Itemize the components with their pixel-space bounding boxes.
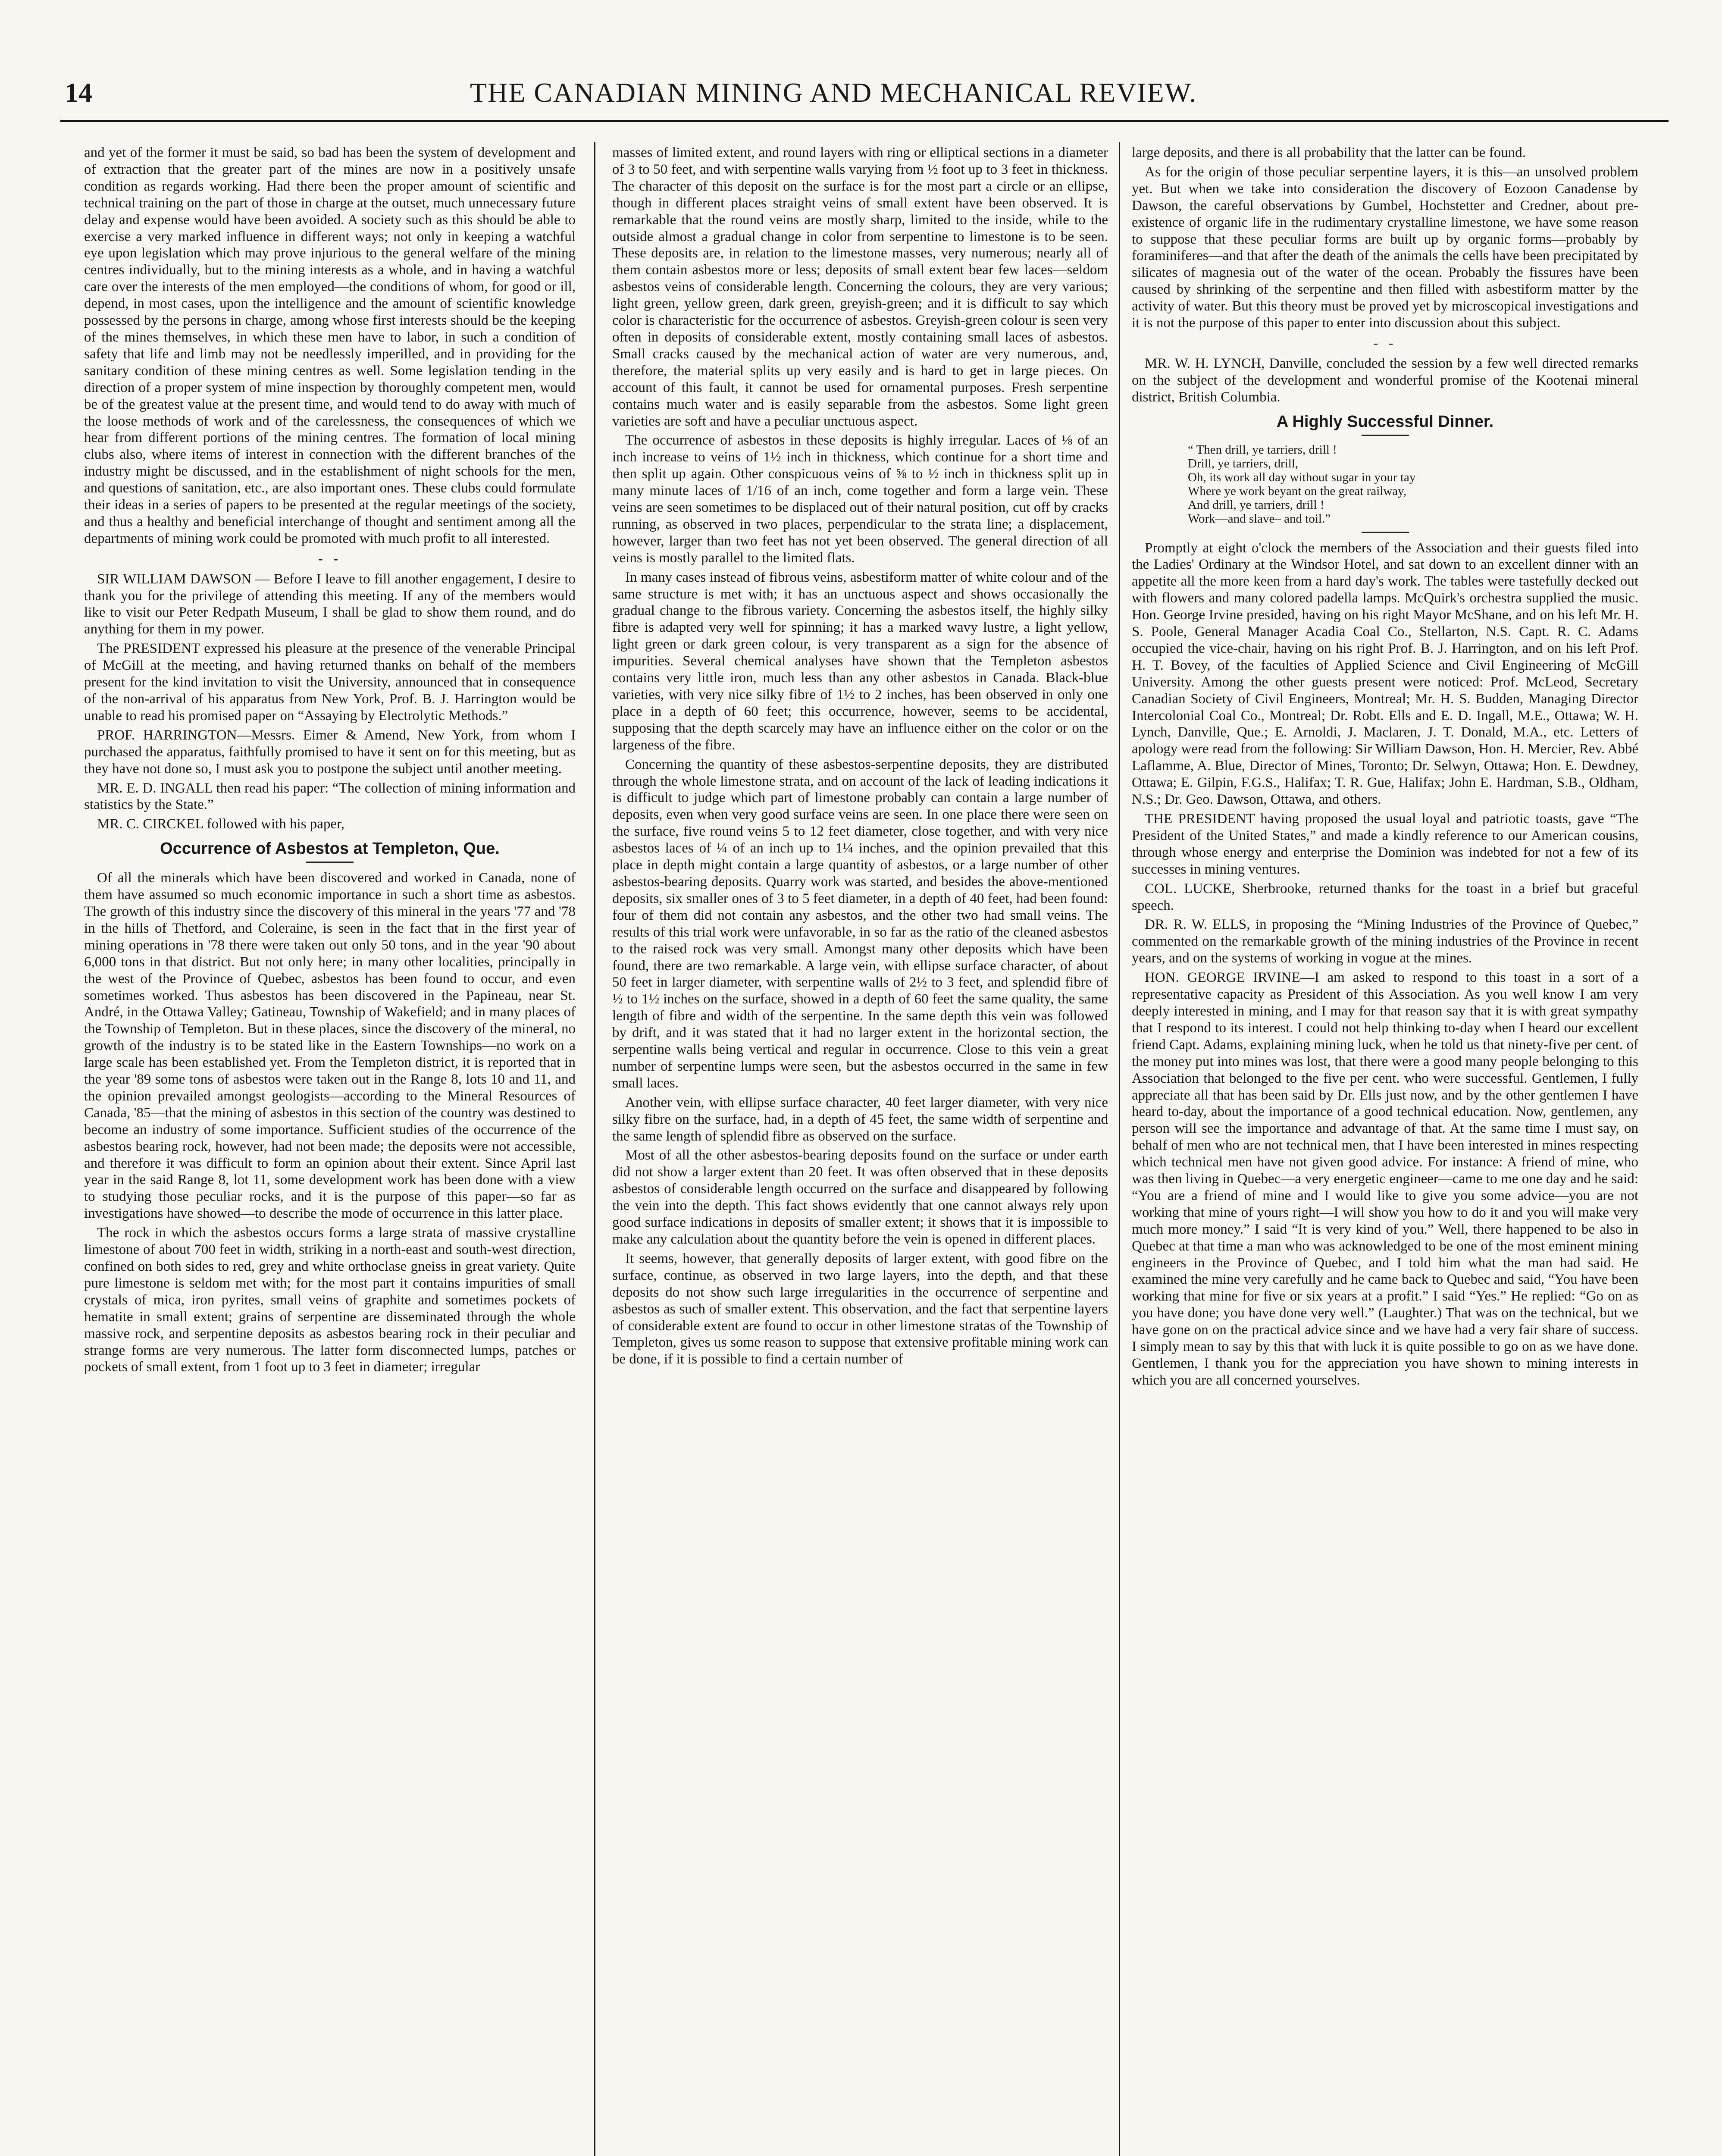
verse-line: And drill, ye tarriers, drill ! [1188,498,1324,512]
epigraph-verse [1188,443,1638,526]
paragraph: HON. GEORGE IRVINE—I am asked to respond to this toast in a sort of a representative capacity as President of this Association. As you well know I am very deeply interested in mining, and I may for that reason say that it is with great sympathy that I respond to its interest. I could not help thinking to-day when I heard our excellent friend Capt. Adams, explaining mining luck, when he told us that ninety-five per cent. of the money put into mines was lost, that there were a good many people belonging to this Association that belonged to the five per cent. who were successful. Gentlemen, I fully appreciate all that has been said by Dr. Ells just now, and by the other gentlemen I have heard to-day, about the importance of a good technical education. Now, gentlemen, any person will see the importance and advantage of that. At the same time I must say, on behalf of men who are not technical men, that I have been interested in mines respecting which technical men have not given good advice. For instance: A friend of mine, who was then living in Quebec—a very energetic engineer—came to me one day and he said: “You are a friend of mine and I would like to give you some advice—you are not working that mine of yours right—I will show you how to do it and you will make very much more money.” I said “It is very kind of you.” Well, there happened to be also in Quebec at that time a man who was acknowledged to be one of the most eminent mining engineers in the Province of Quebec, and I told him what the man had said. He examined the mine very carefully and he came back to Quebec and said, “You have been working that mine for five or six years at a profit.” I said “Yes.” He replied: “Go on as you have done; you have done very well.” (Laughter.) That was on the technical, but we have gone on on the practical advice since and we have had a very fair share of success. I simply mean to say by this that with luck it is quite possible to go on as we have done. Gentlemen, I thank you for the appreciation you have shown to mining interests in which you are all concerned yourselves. [1132,970,1638,1388]
paragraph: COL. LUCKE, Sherbrooke, returned thanks for the toast in a brief but graceful speech. [1132,881,1638,913]
heading-rule [1362,435,1409,436]
section-separator: - - [1373,335,1397,351]
verse-line: Work—and slave– and toil.” [1188,511,1331,526]
header-rule [60,120,1669,122]
paragraph: The occurrence of asbestos in these deposits is highly irregular. Laces of ⅛ of an inch increase to veins of 1½ inch in thickness, which continue for a short time and then split up again. Other conspicuous veins of ⅝ to ½ inch in thickness split up in many minute laces of 1/16 of an inch, come together and form a large vein. These veins are seen sometimes to be displaced out of their natural position, cut off by cracks running, as observed in two places, perpendicular to the strata line; a displacement, however, larger than two feet has not yet been observed. The general direction of all veins is mostly parallel to the limited flats. [612,432,1108,566]
paragraph: Promptly at eight o'clock the members of the Association and their guests filed into the Ladies' Ordinary at the Windsor Hotel, and sat down to an excellent dinner with an appetite all the more keen from a hard day's work. The tables were tastefully decked out with flowers and many colored padella lamps. McQuirk's orchestra supplied the music. Hon. George Irvine presided, having on his right Mayor McShane, and on his left Mr. H. S. Poole, General Manager Acadia Coal Co., Stellarton, N.S. Capt. R. C. Adams occupied the vice-chair, having on his right Prof. B. J. Harrington, and on his left Prof. H. T. Bovey, of the faculties of Applied Science and Civil Engineering of McGill University. Among the other guests present were noticed: Prof. McLeod, Secretary Canadian Society of Civil Engineers, Montreal; Mr. H. S. Budden, Managing Director Intercolonial Coal Co., Montreal; Dr. Robt. Ells and E. D. Ingall, M.E., Ottawa; W. H. Lynch, Danville, Que.; E. Arnoldi, J. Maclaren, J. T. Donald, M.A., etc. Letters of apology were read from the following: Sir William Dawson, Hon. H. Mercier, Rev. Abbé Laflamme, A. Blue, Director of Mines, Toronto; Dr. Selwyn, Ottawa; Hon. E. Dewdney, Ottawa; E. Gilpin, F.G.S., Halifax; T. R. Gue, Halifax; John E. Hardman, S.B., Oldham, N.S.; Dr. Geo. Dawson, Ottawa, and others. [1132,540,1638,808]
paragraph: THE PRESIDENT having proposed the usual loyal and patriotic toasts, gave “The President of the United States,” and made a kindly reference to our American cousins, through whose energy and enterprise the Dominion was indebted for not a few of its successes in mining ventures. [1132,811,1638,877]
verse-line: Oh, its work all day without sugar in your tay [1188,470,1416,484]
column-3 [1132,144,1638,2156]
article-heading: A Highly Successful Dinner. [1276,412,1494,431]
publication-title: THE CANADIAN MINING AND MECHANICAL REVIEW. [470,77,1197,108]
paragraph: and yet of the former it must be said, so bad has been the system of development and of extraction that the greater part of the mines are now in a positively unsafe condition as regards working. Had there been the proper amount of scientific and technical training on the part of those in charge at the outset, much unnecessary future delay and expense would have been avoided. A society such as this should be able to exercise a very marked influence in different ways; not only in keeping a watchful eye upon legislation which may prove injurious to the general welfare of the mining centres individually, but to the mining interests as a whole, and in having a watchful care over the interests of the men employed—the conditions of whom, for good or ill, depend, in most cases, upon the intelligence and the amount of scientific knowledge possessed by the persons in charge, among whose first interests should be the keeping of the mines themselves, in which these men have to labor, in such a condition of safety that life and limb may not be needlessly imperilled, and in providing for the sanitary condition of these mining centres as well. Some legislation tending in the direction of a proper system of mine inspection by thoroughly competent men, would be of the greatest value at the present time, and would tend to do away with much of the loose methods of work and of the carelessness, the consequences of which we hear from different portions of the mining centres. The formation of local mining clubs also, where items of interest in connection with the different branches of the industry might be discussed, and in the establishment of night schools for the men, and questions of sanitation, etc., are also important ones. These clubs could formulate their ideas in a series of papers to be presented at the regular meetings of the society, and thus a healthy and beneficial interchange of thought and sentiment among all the departments of mining work could be promoted with much profit to all interested. [84,145,576,546]
paragraph: Of all the minerals which have been discovered and worked in Canada, none of them have assumed so much economic importance in such a short time as asbestos. The growth of this industry since the discovery of this mineral in the years '77 and '78 in the hills of Thetford, and Coleraine, is seen in the fact that in the first year of mining operations in '78 there were taken out only 50 tons, and in the year '90 about 6,000 tons in that district. But not only here; in many other localities, principally in the west of the Province of Quebec, asbestos has been found to occur, and even sometimes worked. Thus asbestos has been discovered in the Papineau, near St. André, in the Ottawa Valley; Gatineau, Township of Wakefield; and in many places of the Township of Templeton. But in these places, since the discovery of the mineral, no growth of the industry is to be stated like in the Eastern Townships—no work on a large scale has been established yet. From the Templeton district, it is reported that in the year '89 some tons of asbestos were taken out in the Range 8, lots 10 and 11, and the opinion prevailed amongst geologists—according to the Mineral Resources of Canada, '85—that the mining of asbestos in this section of the country was destined to become an industry of some importance. Sufficient studies of the occurrence of the asbestos bearing rock, however, had not been made; the deposits were not accessible, and therefore it was difficult to form an opinion about their extent. Since April last year in the said Range 8, lot 11, some development work has been done with a view to studying those peculiar rocks, and it is the purpose of this paper—so far as investigations have showed—to describe the mode of occurrence in this latter place. [84,870,576,1222]
paragraph: SIR WILLIAM DAWSON — Before I leave to fill another engagement, I desire to thank you for the privilege of attending this meeting. If any of the members would like to visit our Peter Redpath Museum, I shall be glad to show them round, and do anything for them in my power. [84,571,576,637]
paragraph: The rock in which the asbestos occurs forms a large strata of massive crystalline limestone of about 700 feet in width, striking in a north-east and south-west direction, confined on both sides to red, grey and white orthoclase gneiss in great variety. Quite pure limestone is seldom met with; for the most part it contains impurities of small crystals of mica, iron pyrites, small veins of graphite and sometimes pockets of hematite in small extent; grains of serpentine are disseminated through the whole massive rock, and serpentine deposits as asbestos bearing rock in their peculiar and strange forms are very numerous. The latter form disconnected lumps, patches or pockets of small extent, from 1 foot up to 3 feet in diameter; irregular [84,1225,576,1375]
paragraph: masses of limited extent, and round layers with ring or elliptical sections in a diameter of 3 to 50 feet, and with serpentine walls varying from ½ foot up to 3 feet in thickness. The character of this deposit on the surface is for the most part a circle or an ellipse, though in different places straight veins of small extent have been observed. It is remarkable that the round veins are mostly sharp, limited to the inside, while to the outside almost a gradual change in color from serpentine to limestone is to be seen. These deposits are, in relation to the limestone masses, very numerous; nearly all of them contain asbestos more or less; deposits of small extent bear few laces—seldom asbestos veins of considerable length. Concerning the colours, they are very various; light green, yellow green, dark green, greyish-green; and it is difficult to say which color is characteristic for the occurrence of asbestos. Greyish-green colour is seen very often in deposits of considerable extent, mostly containing small laces of asbestos. Small cracks caused by the mechanical action of water are very numerous, and, therefore, the material splits up very easily and is hard to get in large pieces. On account of this fault, it cannot be used for ornamental purposes. Fresh serpentine contains much water and is easily separable from the asbestos. Some light green varieties are soft and have a peculiar unctuous aspect. [612,145,1108,429]
verse-line: “ Then drill, ye tarriers, drill ! [1188,442,1337,457]
article-heading: Occurrence of Asbestos at Templeton, Que. [160,840,500,858]
paragraph: Another vein, with ellipse surface character, 40 feet larger diameter, with very nice silky fibre on the surface, had, in a depth of 45 feet, the same width of serpentine and the same length of splendid fibre as observed on the surface. [612,1094,1108,1144]
heading-rule [306,862,354,863]
page-header [65,77,1669,124]
paragraph: Concerning the quantity of these asbestos-serpentine deposits, they are distributed through the whole limestone strata, and on account of the lack of leading indications it is difficult to judge which part of limestone probably can contain a large number of deposits, even when very good surface veins are seen. In one place there were seen on the surface, five round veins 5 to 12 feet diameter, close together, and with very nice asbestos laces of ¼ of an inch up to 1¼ inches, and the opinion prevailed that this place in depth might contain a large quantity of asbestos, or a large number of other asbestos-bearing deposits. Quarry work was started, and besides the above-mentioned deposits, six smaller ones of 3 to 5 feet diameter, in a depth of 40 feet, had been found: four of them did not contain any asbestos, and the other two had small veins. The results of this trial work were unfavorable, in so far as the ratio of the cleaned asbestos to the raised rock was very small. Amongst many other deposits which have been found, there are two remarkable. A large vein, with ellipse surface character, of about 50 feet in larger diameter, with serpentine walls of 2½ to 3 feet, and splendid fibre of ½ to 1½ inches on the surface, showed in a depth of 60 feet the same quality, the same length of fibre and width of the serpentine. In the same depth this vein was followed by drift, and it was stated that it had no larger extent in the horizontal section, the serpentine walls being vertical and regular in occurrence. Close to this vein a great number of serpentine lumps were seen, but the asbestos occurred in the same in few small laces. [612,756,1108,1091]
column-1 [84,144,576,2156]
paragraph: DR. R. W. ELLS, in proposing the “Mining Industries of the Province of Quebec,” commented on the remarkable growth of the mining industries of the Province in recent years, and on the systems of working in vogue at the mines. [1132,917,1638,966]
paragraph: The PRESIDENT expressed his pleasure at the presence of the venerable Principal of McGill at the meeting, and having returned thanks on behalf of the members present for the kind invitation to visit the University, announced that in consequence of the non-arrival of his apparatus from New York, Prof. B. J. Harrington would be unable to read his promised paper on “Assaying by Electrolytic Methods.” [84,641,576,724]
paragraph: large deposits, and there is all probability that the latter can be found. [1132,145,1526,160]
paragraph: In many cases instead of fibrous veins, asbestiform matter of white colour and of the same structure is met with; it has an unctuous aspect and shows occasionally the gradual change to the fibrous variety. Concerning the asbestos itself, the highly silky fibre is adapted very well for spinning; it has a marked wavy lustre, a light yellow, light green or dark green colour, is very transparent as a sign for the absence of impurities. Several chemical analyses have shown that the Templeton asbestos contains very little iron, much less than any other asbestos in Canada. Black-blue varieties, with very nice silky fibre of 1½ to 2 inches, has been observed in only one place in a depth of 60 feet; this occurrence, however, seems to be accidental, supposing that the depth scarcely may have an influence either on the color or on the largeness of the fibre. [612,569,1108,753]
section-separator: - - [318,551,342,567]
paragraph: MR. C. CIRCKEL followed with his paper, [97,816,345,832]
paragraph: It seems, however, that generally deposits of larger extent, with good fibre on the surface, continue, as observed in two large layers, into the depth, and that these deposits do not show such large irregularities in the occurrence of serpentine and asbestos as such of smaller extent. This observation, and the fact that serpentine layers of considerable extent are found to occur in other limestone stratas of the Township of Templeton, gives us some reason to suppose that extensive profitable mining work can be done, if it is possible to find a certain number of [612,1250,1108,1367]
verse-rule [1362,532,1409,533]
column-divider [594,142,595,2156]
verse-line: Drill, ye tarriers, drill, [1188,456,1299,470]
paragraph: MR. W. H. LYNCH, Danville, concluded the session by a few well directed remarks on the subject of the development and wonderful promise of the Kootenai mineral district, British Columbia. [1132,355,1638,405]
column-2 [612,144,1108,2156]
paragraph: MR. E. D. INGALL then read his paper: “The collection of mining information and statistics by the State.” [84,780,576,813]
column-divider [1119,142,1120,2156]
page-number: 14 [65,77,92,108]
paragraph: As for the origin of those peculiar serpentine layers, it is this—an unsolved problem yet. But when we take into consideration the discovery of Eozoon Canadense by Dawson, the careful observations by Gumbel, Hochstetter and Credner, about pre-existence of organic life in the rudimentary crystalline limestone, we have some reason to suppose that these peculiar forms are built up by organic forms—probably by foraminiferes—and that after the death of the animals the cells have been precipitated by silicates of magnesia out of the water of the ocean. Probably the fissures have been caused by shrinking of the serpentine and then filled with asbestiform matter by the activity of water. But this theory must be proved yet by microscopical investigations and it is not the purpose of this paper to enter into discussion about this subject. [1132,164,1638,331]
paragraph: PROF. HARRINGTON—Messrs. Eimer & Amend, New York, from whom I purchased the apparatus, faithfully promised to have it sent on for this meeting, but as they have not done so, I must ask you to postpone the subject until another meeting. [84,727,576,777]
verse-line: Where ye work beyant on the great railway, [1188,484,1407,498]
paragraph: Most of all the other asbestos-bearing deposits found on the surface or under earth did not show a larger extent than 20 feet. It was often observed that in these deposits asbestos of considerable length occurred on the surface and disappeared by following the vein into the depth. This fact shows evidently that one cannot always rely upon good surface indications in deposits of smaller extent; it shows that it is impossible to make any calculation about the quantity before the vein is opened in different places. [612,1147,1108,1247]
